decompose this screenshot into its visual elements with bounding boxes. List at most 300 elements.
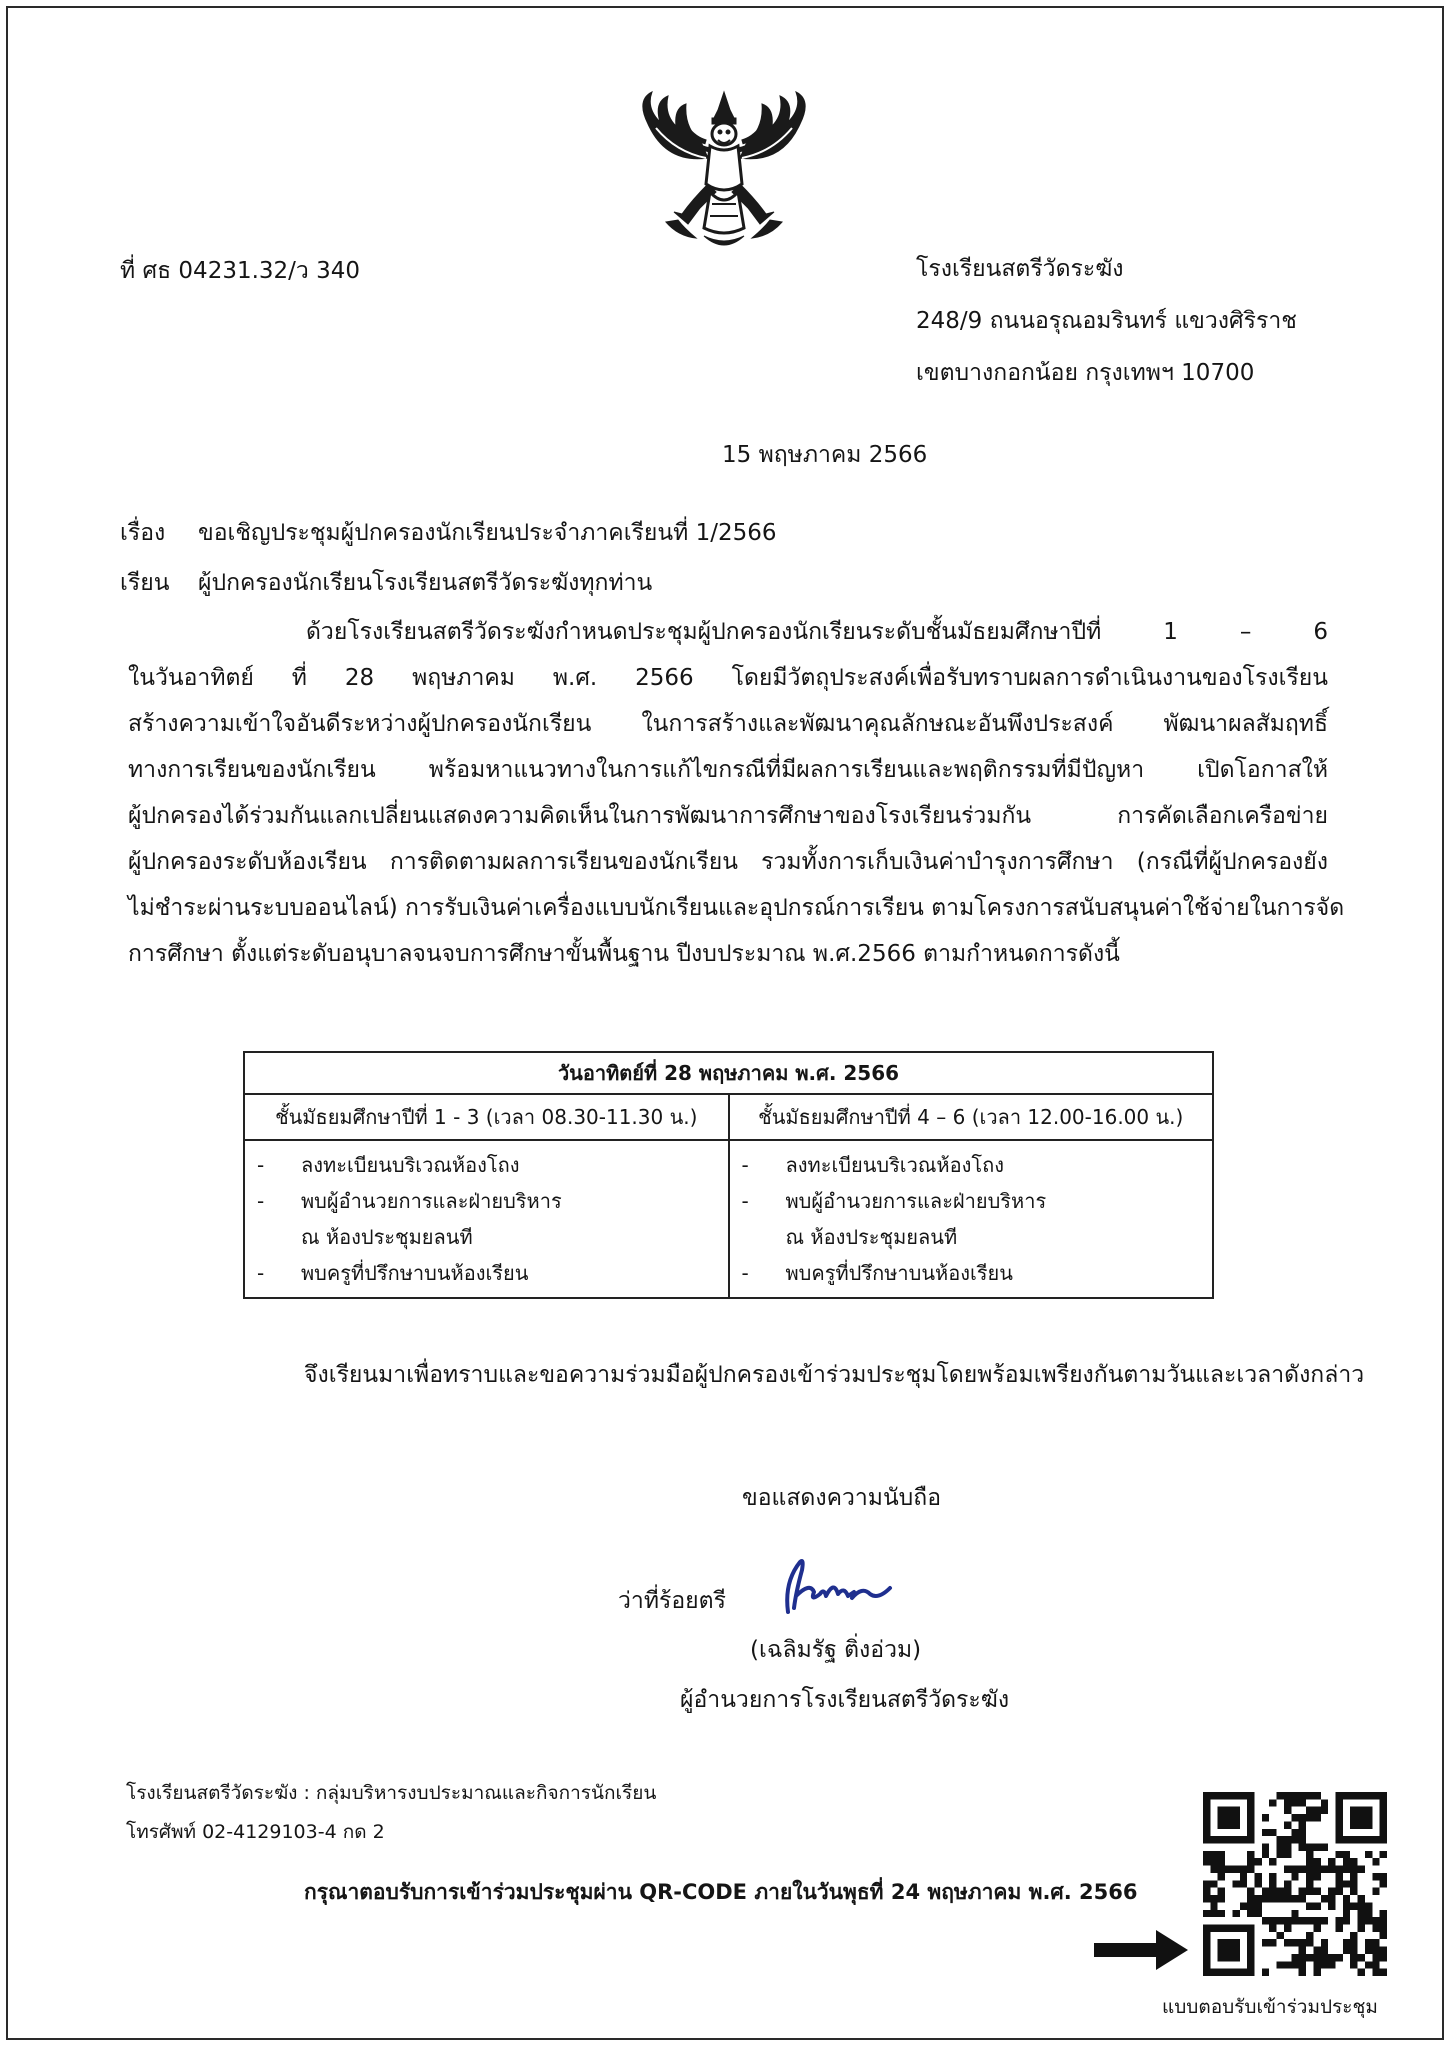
qr-module	[1210, 1924, 1217, 1931]
qr-module	[1350, 1880, 1357, 1887]
qr-module	[1210, 1902, 1217, 1909]
qr-module	[1350, 1932, 1357, 1939]
qr-module	[1225, 1947, 1232, 1954]
qr-module	[1225, 1814, 1232, 1821]
qr-module	[1343, 1902, 1350, 1909]
qr-module	[1247, 1792, 1254, 1799]
qr-module	[1269, 1917, 1276, 1924]
signer-position: ผู้อำนวยการโรงเรียนสตรีวัดระฆัง	[680, 1687, 1010, 1713]
reference-number: ที่ ศธ 04231.32/ว 340	[120, 258, 361, 284]
qr-module	[1372, 1947, 1379, 1954]
qr-module	[1321, 1844, 1328, 1851]
qr-module	[1255, 1902, 1262, 1909]
qr-module	[1218, 1895, 1225, 1902]
qr-module	[1313, 1792, 1320, 1799]
qr-module	[1291, 1961, 1298, 1968]
qr-module	[1372, 1888, 1379, 1895]
qr-module	[1358, 1910, 1365, 1917]
qr-module	[1262, 1939, 1269, 1946]
qr-module	[1372, 1917, 1379, 1924]
qr-module	[1269, 1880, 1276, 1887]
qr-module	[1335, 1814, 1342, 1821]
qr-module	[1225, 1954, 1232, 1961]
qr-module	[1350, 1836, 1357, 1843]
qr-module	[1350, 1939, 1357, 1946]
qr-module	[1240, 1902, 1247, 1909]
qr-module	[1255, 1910, 1262, 1917]
recipient-label: เรียน	[120, 570, 170, 596]
qr-module	[1306, 1880, 1313, 1887]
qr-module	[1218, 1858, 1225, 1865]
qr-module	[1232, 1807, 1239, 1814]
qr-module	[1380, 1932, 1387, 1939]
qr-module	[1313, 1961, 1320, 1968]
qr-module	[1269, 1799, 1276, 1806]
qr-module	[1247, 1969, 1254, 1976]
qr-module	[1203, 1895, 1210, 1902]
qr-module	[1225, 1866, 1232, 1873]
recipient-text: ผู้ปกครองนักเรียนโรงเรียนสตรีวัดระฆังทุกท่าน	[198, 570, 653, 596]
qr-module	[1225, 1939, 1232, 1946]
qr-module	[1262, 1851, 1269, 1858]
qr-module	[1358, 1917, 1365, 1924]
qr-module	[1380, 1836, 1387, 1843]
qr-module	[1225, 1807, 1232, 1814]
qr-module	[1247, 1954, 1254, 1961]
qr-module	[1210, 1792, 1217, 1799]
qr-module	[1335, 1888, 1342, 1895]
qr-module	[1380, 1954, 1387, 1961]
qr-module	[1365, 1947, 1372, 1954]
qr-module	[1247, 1799, 1254, 1806]
qr-module	[1380, 1814, 1387, 1821]
qr-module	[1321, 1799, 1328, 1806]
qr-module	[1350, 1888, 1357, 1895]
qr-module	[1203, 1947, 1210, 1954]
qr-module	[1350, 1866, 1357, 1873]
qr-module	[1335, 1829, 1342, 1836]
qr-module	[1358, 1807, 1365, 1814]
rsvp-qr-code[interactable]	[1203, 1792, 1387, 1976]
qr-module	[1203, 1969, 1210, 1976]
qr-module	[1277, 1888, 1284, 1895]
qr-module	[1358, 1895, 1365, 1902]
qr-module	[1284, 1939, 1291, 1946]
qr-module	[1299, 1895, 1306, 1902]
schedule-heading-m1-3: ชั้นมัธยมศึกษาปีที่ 1 - 3 (เวลา 08.30-11.30 น.)	[244, 1094, 729, 1140]
qr-module	[1225, 1969, 1232, 1976]
schedule-item: - พบครูที่ปรึกษาบนห้องเรียน	[741, 1261, 1013, 1285]
qr-module	[1299, 1969, 1306, 1976]
schedule-item: - ลงทะเบียนบริเวณห้องโถง	[257, 1153, 520, 1177]
footer-phone: โทรศัพท์ 02-4129103-4 กด 2	[126, 1821, 385, 1843]
qr-module	[1291, 1829, 1298, 1836]
qr-module	[1335, 1792, 1342, 1799]
qr-module	[1247, 1836, 1254, 1843]
qr-module	[1247, 1821, 1254, 1828]
qr-module	[1240, 1924, 1247, 1931]
qr-module	[1299, 1792, 1306, 1799]
qr-module	[1299, 1961, 1306, 1968]
qr-module	[1284, 1917, 1291, 1924]
qr-module	[1232, 1924, 1239, 1931]
garuda-emblem-icon	[626, 88, 822, 260]
qr-module	[1372, 1954, 1379, 1961]
qr-module	[1335, 1924, 1342, 1931]
qr-module	[1240, 1873, 1247, 1880]
qr-module	[1291, 1939, 1298, 1946]
qr-module	[1335, 1873, 1342, 1880]
qr-module	[1328, 1954, 1335, 1961]
qr-module	[1328, 1858, 1335, 1865]
qr-module	[1218, 1888, 1225, 1895]
qr-module	[1247, 1807, 1254, 1814]
qr-module	[1284, 1895, 1291, 1902]
qr-module	[1225, 1836, 1232, 1843]
qr-module	[1365, 1851, 1372, 1858]
qr-module	[1284, 1924, 1291, 1931]
qr-module	[1232, 1947, 1239, 1954]
qr-module	[1343, 1880, 1350, 1887]
qr-module	[1218, 1910, 1225, 1917]
schedule-title: วันอาทิตย์ที่ 28 พฤษภาคม พ.ศ. 2566	[244, 1052, 1213, 1094]
qr-module	[1306, 1888, 1313, 1895]
body-line: ด้วยโรงเรียนสตรีวัดระฆังกำหนดประชุมผู้ปกครองนักเรียนระดับชั้นมัธยมศึกษาปีที่ 1 – 6	[306, 619, 1328, 645]
qr-module	[1291, 1917, 1298, 1924]
qr-module	[1240, 1969, 1247, 1976]
qr-module	[1350, 1873, 1357, 1880]
qr-module	[1247, 1814, 1254, 1821]
qr-module	[1343, 1910, 1350, 1917]
qr-module	[1306, 1814, 1313, 1821]
qr-module	[1306, 1851, 1313, 1858]
qr-module	[1203, 1932, 1210, 1939]
qr-module	[1284, 1961, 1291, 1968]
qr-module	[1277, 1917, 1284, 1924]
qr-module	[1299, 1888, 1306, 1895]
signer-rank: ว่าที่ร้อยตรี	[618, 1588, 726, 1614]
qr-module	[1210, 1851, 1217, 1858]
qr-module	[1328, 1866, 1335, 1873]
qr-module	[1380, 1807, 1387, 1814]
qr-module	[1225, 1821, 1232, 1828]
qr-module	[1350, 1858, 1357, 1865]
qr-module	[1306, 1932, 1313, 1939]
qr-module	[1203, 1858, 1210, 1865]
qr-module	[1343, 1792, 1350, 1799]
qr-module	[1313, 1888, 1320, 1895]
qr-module	[1350, 1792, 1357, 1799]
body-line: ผู้ปกครองระดับห้องเรียน การติดตามผลการเรียนของนักเรียน รวมทั้งการเก็บเงินค่าบำรุงการศึกษา (กรณีที่ผู้ปกครองยัง	[128, 849, 1328, 875]
qr-module	[1380, 1829, 1387, 1836]
qr-module	[1380, 1924, 1387, 1931]
qr-module	[1380, 1969, 1387, 1976]
qr-module	[1299, 1814, 1306, 1821]
qr-module	[1335, 1866, 1342, 1873]
qr-module	[1210, 1895, 1217, 1902]
qr-module	[1218, 1954, 1225, 1961]
qr-module	[1247, 1947, 1254, 1954]
qr-module	[1372, 1969, 1379, 1976]
qr-module	[1218, 1969, 1225, 1976]
qr-module	[1313, 1947, 1320, 1954]
qr-module	[1306, 1858, 1313, 1865]
qr-caption: แบบตอบรับเข้าร่วมประชุม	[1162, 1996, 1378, 2018]
qr-module	[1232, 1792, 1239, 1799]
qr-module	[1262, 1888, 1269, 1895]
letter-date: 15 พฤษภาคม 2566	[722, 442, 928, 468]
qr-module	[1255, 1873, 1262, 1880]
qr-module	[1380, 1910, 1387, 1917]
qr-module	[1210, 1858, 1217, 1865]
qr-module	[1232, 1969, 1239, 1976]
qr-module	[1299, 1939, 1306, 1946]
qr-module	[1203, 1888, 1210, 1895]
qr-module	[1203, 1807, 1210, 1814]
qr-module	[1277, 1844, 1284, 1851]
qr-module	[1203, 1954, 1210, 1961]
qr-module	[1269, 1924, 1276, 1931]
qr-module	[1380, 1947, 1387, 1954]
qr-module	[1313, 1924, 1320, 1931]
qr-module	[1232, 1866, 1239, 1873]
qr-module	[1203, 1829, 1210, 1836]
qr-module	[1313, 1917, 1320, 1924]
qr-module	[1218, 1924, 1225, 1931]
qr-module	[1335, 1821, 1342, 1828]
qr-module	[1365, 1807, 1372, 1814]
qr-module	[1380, 1799, 1387, 1806]
qr-module	[1343, 1947, 1350, 1954]
qr-module	[1284, 1792, 1291, 1799]
subject-text: ขอเชิญประชุมผู้ปกครองนักเรียนประจำภาคเรียนที่ 1/2566	[198, 520, 777, 546]
schedule-item: - พบครูที่ปรึกษาบนห้องเรียน	[257, 1261, 529, 1285]
qr-module	[1277, 1836, 1284, 1843]
qr-module	[1365, 1910, 1372, 1917]
qr-module	[1284, 1866, 1291, 1873]
qr-module	[1328, 1895, 1335, 1902]
qr-module	[1335, 1917, 1342, 1924]
qr-module	[1343, 1851, 1350, 1858]
qr-module	[1365, 1814, 1372, 1821]
qr-module	[1372, 1939, 1379, 1946]
qr-module	[1284, 1851, 1291, 1858]
qr-module	[1255, 1895, 1262, 1902]
qr-module	[1210, 1866, 1217, 1873]
qr-module	[1358, 1902, 1365, 1909]
signer-name: (เฉลิมรัฐ ติ่งอ่วม)	[750, 1637, 922, 1663]
qr-module	[1306, 1873, 1313, 1880]
schedule-column-m1-3	[244, 1140, 729, 1298]
qr-module	[1343, 1895, 1350, 1902]
qr-module	[1284, 1807, 1291, 1814]
qr-module	[1299, 1954, 1306, 1961]
qr-module	[1262, 1814, 1269, 1821]
qr-module	[1380, 1792, 1387, 1799]
qr-module	[1350, 1947, 1357, 1954]
qr-module	[1247, 1851, 1254, 1858]
qr-module	[1277, 1792, 1284, 1799]
qr-module	[1380, 1851, 1387, 1858]
qr-module	[1218, 1821, 1225, 1828]
qr-module	[1284, 1836, 1291, 1843]
qr-module	[1372, 1858, 1379, 1865]
qr-module	[1262, 1844, 1269, 1851]
qr-module	[1358, 1821, 1365, 1828]
qr-module	[1299, 1836, 1306, 1843]
qr-module	[1350, 1814, 1357, 1821]
qr-module	[1321, 1917, 1328, 1924]
qr-module	[1203, 1821, 1210, 1828]
qr-module	[1306, 1902, 1313, 1909]
qr-module	[1380, 1880, 1387, 1887]
qr-module	[1218, 1814, 1225, 1821]
qr-module	[1321, 1895, 1328, 1902]
qr-module	[1306, 1917, 1313, 1924]
qr-module	[1277, 1961, 1284, 1968]
qr-module	[1328, 1888, 1335, 1895]
qr-module	[1284, 1888, 1291, 1895]
qr-module	[1262, 1895, 1269, 1902]
schedule-item: - พบผู้อำนวยการและฝ่ายบริหาร	[257, 1189, 562, 1213]
qr-module	[1247, 1888, 1254, 1895]
qr-module	[1210, 1969, 1217, 1976]
qr-module	[1358, 1792, 1365, 1799]
qr-module	[1262, 1917, 1269, 1924]
qr-module	[1284, 1799, 1291, 1806]
qr-module	[1277, 1932, 1284, 1939]
schedule-column-m4-6	[729, 1140, 1214, 1298]
handwritten-signature	[774, 1552, 894, 1616]
qr-module	[1247, 1895, 1254, 1902]
qr-module	[1365, 1939, 1372, 1946]
qr-module	[1262, 1829, 1269, 1836]
qr-module	[1313, 1814, 1320, 1821]
qr-module	[1313, 1873, 1320, 1880]
qr-module	[1335, 1799, 1342, 1806]
qr-module	[1218, 1939, 1225, 1946]
qr-module	[1218, 1866, 1225, 1873]
qr-module	[1232, 1821, 1239, 1828]
qr-module	[1210, 1836, 1217, 1843]
qr-module	[1313, 1902, 1320, 1909]
qr-module	[1247, 1910, 1254, 1917]
qr-module	[1247, 1939, 1254, 1946]
qr-module	[1247, 1866, 1254, 1873]
qr-module	[1240, 1866, 1247, 1873]
qr-module	[1218, 1947, 1225, 1954]
qr-module	[1240, 1836, 1247, 1843]
qr-module	[1306, 1807, 1313, 1814]
qr-module	[1372, 1836, 1379, 1843]
qr-module	[1210, 1880, 1217, 1887]
qr-module	[1306, 1792, 1313, 1799]
qr-module	[1358, 1954, 1365, 1961]
body-line: สร้างความเข้าใจอันดีระหว่างผู้ปกครองนักเรียน ในการสร้างและพัฒนาคุณลักษณะอันพึงประสงค์ พัฒนาผลสัมฤทธิ์	[128, 711, 1328, 737]
arrow-right-icon	[1094, 1928, 1190, 1972]
qr-module	[1321, 1954, 1328, 1961]
qr-module	[1291, 1814, 1298, 1821]
qr-module	[1299, 1829, 1306, 1836]
qr-module	[1203, 1836, 1210, 1843]
qr-module	[1291, 1866, 1298, 1873]
qr-module	[1365, 1821, 1372, 1828]
qr-module	[1372, 1961, 1379, 1968]
qr-module	[1343, 1917, 1350, 1924]
qr-module	[1291, 1954, 1298, 1961]
body-line: การศึกษา ตั้งแต่ระดับอนุบาลจนจบการศึกษาขั้นพื้นฐาน ปีงบประมาณ พ.ศ.2566 ตามกำหนดการดังนี้	[128, 941, 1120, 967]
qr-module	[1328, 1961, 1335, 1968]
body-line: ผู้ปกครองได้ร่วมกันแลกเปลี่ยนแสดงความคิดเห็นในการพัฒนาการศึกษาของโรงเรียนร่วมกัน การคัดเลือกเครือข่าย	[128, 803, 1328, 829]
qr-module	[1299, 1844, 1306, 1851]
qr-module	[1247, 1932, 1254, 1939]
qr-module	[1350, 1807, 1357, 1814]
qr-module	[1232, 1814, 1239, 1821]
qr-module	[1255, 1858, 1262, 1865]
qr-module	[1299, 1799, 1306, 1806]
qr-module	[1203, 1814, 1210, 1821]
qr-module	[1284, 1880, 1291, 1887]
address-line-2: เขตบางกอกน้อย กรุงเทพฯ 10700	[916, 360, 1255, 386]
qr-module	[1306, 1844, 1313, 1851]
qr-module	[1335, 1851, 1342, 1858]
qr-module	[1218, 1807, 1225, 1814]
qr-module	[1232, 1836, 1239, 1843]
qr-module	[1225, 1792, 1232, 1799]
qr-module	[1291, 1836, 1298, 1843]
qr-module	[1284, 1844, 1291, 1851]
qr-module	[1299, 1866, 1306, 1873]
qr-module	[1247, 1961, 1254, 1968]
qr-module	[1350, 1821, 1357, 1828]
qr-module	[1232, 1939, 1239, 1946]
schedule-item-continued: ณ ห้องประชุมยลนที	[785, 1225, 958, 1249]
qr-module	[1358, 1866, 1365, 1873]
qr-module	[1203, 1961, 1210, 1968]
qr-module	[1343, 1836, 1350, 1843]
qr-module	[1203, 1799, 1210, 1806]
qr-module	[1358, 1924, 1365, 1931]
qr-module	[1306, 1939, 1313, 1946]
qr-module	[1203, 1939, 1210, 1946]
qr-module	[1255, 1880, 1262, 1887]
qr-module	[1350, 1902, 1357, 1909]
qr-module	[1291, 1873, 1298, 1880]
qr-module	[1203, 1910, 1210, 1917]
qr-module	[1335, 1880, 1342, 1887]
qr-module	[1269, 1858, 1276, 1865]
qr-module	[1372, 1873, 1379, 1880]
qr-module	[1203, 1792, 1210, 1799]
body-line: ไม่ชำระผ่านระบบออนไลน์) การรับเงินค่าเครื่องแบบนักเรียนและอุปกรณ์การเรียน ตามโครงการสนับสนุนค่าใช้จ่ายในการจัด	[128, 895, 1345, 921]
closing-salutation: ขอแสดงความนับถือ	[742, 1485, 942, 1511]
body-line: ทางการเรียนของนักเรียน พร้อมหาแนวทางในการแก้ไขกรณีที่มีผลการเรียนและพฤติกรรมที่มีปัญหา เปิดโอกาสให้	[128, 757, 1328, 783]
qr-module	[1313, 1807, 1320, 1814]
qr-module	[1240, 1880, 1247, 1887]
body-line: ในวันอาทิตย์ ที่ 28 พฤษภาคม พ.ศ. 2566 โดยมีวัตถุประสงค์เพื่อรับทราบผลการดำเนินงานของโรงเรียน	[128, 665, 1328, 691]
qr-module	[1277, 1851, 1284, 1858]
qr-module	[1240, 1792, 1247, 1799]
footer-department: โรงเรียนสตรีวัดระฆัง : กลุ่มบริหารงบประมาณและกิจการนักเรียน	[126, 1782, 657, 1804]
qr-module	[1299, 1947, 1306, 1954]
qr-module	[1291, 1910, 1298, 1917]
qr-module	[1321, 1947, 1328, 1954]
schedule-item: - ลงทะเบียนบริเวณห้องโถง	[741, 1153, 1005, 1177]
qr-module	[1321, 1961, 1328, 1968]
qr-module	[1269, 1829, 1276, 1836]
qr-module	[1313, 1844, 1320, 1851]
qr-module	[1291, 1799, 1298, 1806]
